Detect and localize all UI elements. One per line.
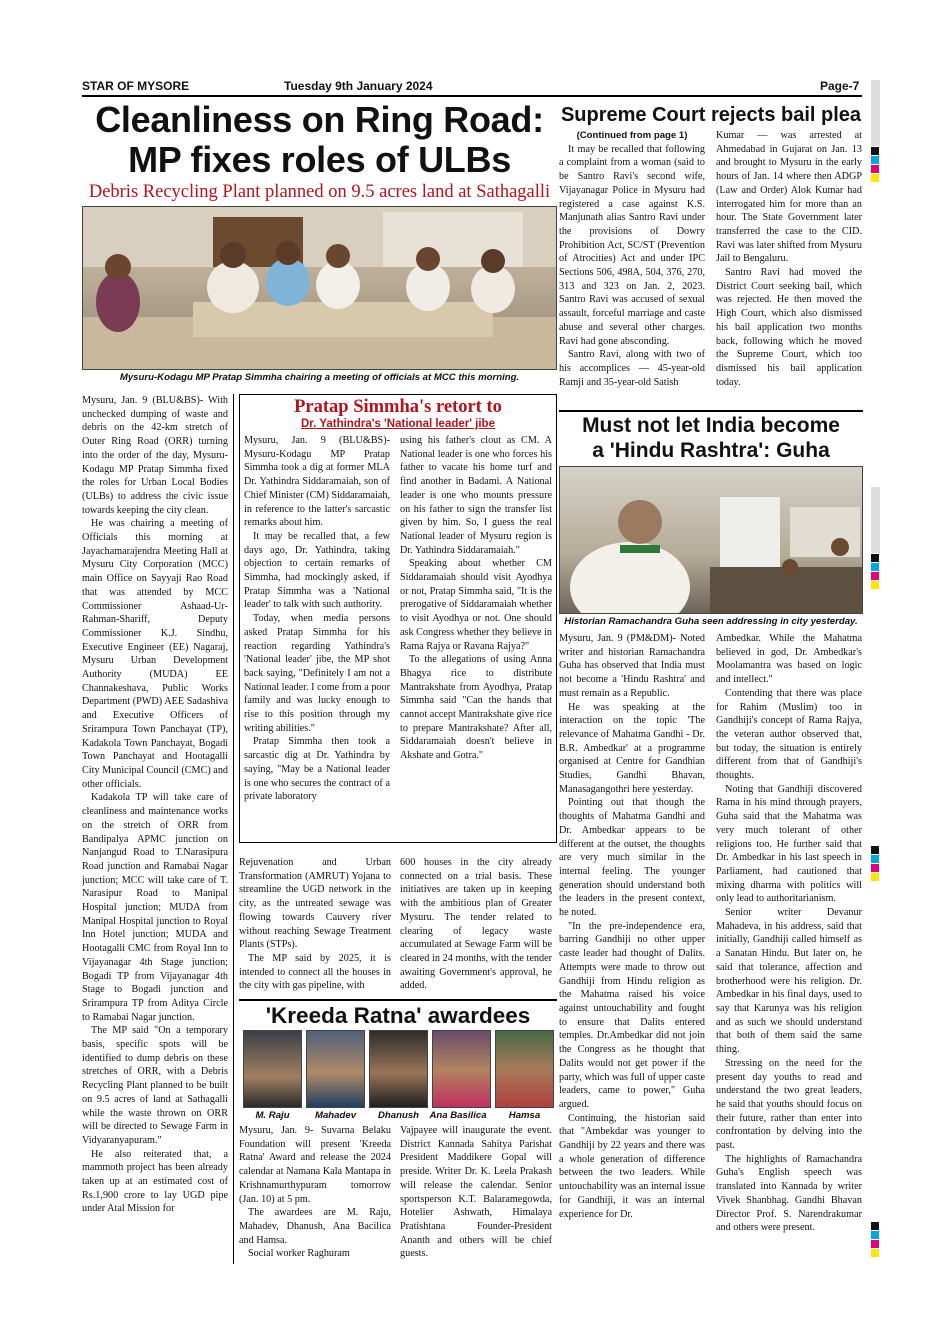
paragraph: Speaking about whether CM Siddaramaiah should visit Ayodhya or not, Pratap Simmha said, "It is the prerogative of Siddaramaiah whether to visit Ayodhya or not. One should ask Congress whether they believe in Rama Rajya or Ravana Rajya?" [400,558,552,652]
paragraph: Kumar — was arrested at Ahmedabad in Gujarat on Jan. 13 and brought to Mysuru in the early hours of Jan. 14 where then ADGP (Law and Order) Alok Kumar had interrogated him for more than an hour. The State Government later transferred the case to the CID. Ravi was later shifted from Mysuru Jail to Bengaluru. [716,130,862,265]
kreeda-column-2 [400,1124,552,1264]
registration-yellow [871,174,879,182]
paragraph: Pointing out that though the thoughts of Mahatma Gandhi and Dr. Ambedkar appears to be different at the outset, the thoughts are very much similar in the internal feeling. The younger generation should understand both the leaders in the present context, he noted. [559,797,705,919]
paragraph: Pratap Simmha then took a sarcastic dig at Dr. Yathindra by saying, "May be a National leader is one who secures the contract of a private laboratory [244,736,390,803]
retort-subtitle: Dr. Yathindra's 'National leader' jibe [301,418,495,430]
paragraph: Contending that there was place for Rahim (Muslim) too in Gandhiji's concept of Rama Rajya, the veteran author observed that, but today, the situation is entirely different from that of Gandhiji's thoughts. [716,687,862,782]
registration-magenta [871,864,879,872]
guha-column-1 [559,632,705,1266]
registration-strip [871,80,880,146]
registration-magenta [871,1240,879,1248]
paragraph: Mysuru, Jan. 9- Suvarna Belaku Foundation will present 'Kreeda Ratna' Award and release the 2024 calendar at Namana Kala Mantapa in Krishnamurthypuram tomorrow (Jan. 10) at 5 pm. [239,1125,391,1205]
supreme-column-2 [716,129,862,409]
awardee-photo [243,1030,302,1108]
supreme-column-1 [559,129,705,409]
awardee-name: Ana Basilica [429,1110,487,1121]
registration-cyan [871,1231,879,1239]
registration-black [871,1222,879,1230]
paragraph: Senior writer Devanur Mahadeva, in his address, said that initially, Gandhiji called himself as a Sanatan Hindu. But later on, he said that tolerance, affection and brotherhood were his religion. Dr. Ambedkar in his final days, used to say that Karunya was his religion and as such we should understand that both of them said the same thing. [716,907,862,1056]
lead-column-1 [82,394,228,1269]
paragraph: Social worker Raghuram [248,1248,350,1260]
paragraph: Continuing, the historian said that "Ambekdar was younger to Gandhiji by 22 years and there was a whole generation of difference between the two leaders. While untouchability was an internal issue for Gandhiji, it was an internal experience for Dr. [559,1112,705,1220]
guha-headline-line1: Must not let India become [582,414,840,437]
paragraph: He was speaking at the interaction on the topic 'The relevance of Mahatma Gandhi - Dr. B.R. Ambedkar' at a programme organised at Centre for Gandhian Studies, Gandhi Bhavan, Manasagangothri here yesterday. [559,701,705,795]
registration-magenta [871,165,879,173]
paragraph: He also reiterated that, a mammoth project has been already taken up at an estimated cost of Rs.1,900 crore to lay UGD pipe under Atal Mission for [82,1148,228,1215]
lead-subhead: Debris Recycling Plant planned on 9.5 acres land at Sathagalli [88,182,551,202]
registration-yellow [871,1249,879,1257]
guha-column-2 [716,632,862,1266]
masthead-rule [82,95,862,97]
lead-continuation-b [400,856,552,996]
awardee-photo [432,1030,491,1108]
awardee-name: Hamsa [508,1110,541,1121]
paragraph: The MP said "On a temporary basis, specific spots will be identified to dump debris on these stretches of ORR, with a Debris Recycling Plant planned to be built on 9.5 acres of land at Sathagalli while the waste thrown on ORR will be directed to Sewage Farm in Vidyaranyapuram." [82,1025,228,1146]
lead-photo-caption: Mysuru-Kodagu MP Pratap Simmha chairing a meeting of officials at MCC this morning. [119,372,520,383]
awardee-photo [369,1030,428,1108]
paragraph: "In the pre-independence era, barring Gandhiji no other upper caste leader had thought of Dalits. Attempts were made to throw out Gandhiji from Hindu religion as the Mahatma raised his voice against untouchability and fought to ensure that Dalits entered temples. Dr.Ambedkar did not join the Congress as he thought that Dalits would not get power if the party, which was full of upper caste leaders, came to power," Guha argued. [559,920,705,1110]
kreeda-top-rule [239,999,557,1001]
lead-headline [82,100,557,180]
paragraph: Today, when media persons asked Pratap Simmha for his reaction regarding Yathindra's 'National leader' jibe, the MP shot back saying, "Definitely I am not a National leader. I come from a poor family and was lucky enough to rise to this position through my writing abilities." [244,613,390,734]
meeting-photo-illustration [83,207,557,370]
masthead-paper: STAR OF MYSORE [82,79,190,93]
paragraph: Kadakola TP will take care of cleanliness and maintenance works on the stretch of ORR from Bandipalya APMC junction on Nanjangud Road to T.Narasipura Road junction and Ramabai Nagar junction; MCC will take care of T. Narasipur Road to Manipal Hospital junction; MUDA from Manipal Hospital junction to Royal Inn Hotel junction; MUDA and Hootagalli CMC from Royal Inn to Vijayanagar 4th Stage junction; Bogadi TP from Vijayanagar 4th Stage to Bogadi junction and Srirampura TP from Aditya Circle to Ramabai Nagar junction. [82,792,228,1023]
paragraph: It may be recalled that following a complaint from a woman (said to be Santro Ravi's second wife, Vijayanagar Police in Mysuru had registered a case against K.S. Manjunath alias Santro Ravi under the provisions of Dowry Prohibition Act, SC/ST (Prevention of Atrocities) Act and under IPC Sections 506, 498A, 504, 376, 270, 313 and 323 on Jan. 2, 2023. Santro Ravi was accused of sexual assault, forceful marriage and caste abuse and several other charges. Ravi had gone absconding. [559,143,705,347]
registration-black [871,147,879,155]
awardee-name: Dhanush [377,1110,420,1121]
masthead-date: Tuesday 9th January 2024 [284,79,433,93]
awardee-name: M. Raju [255,1110,290,1121]
paragraph: He was chairing a meeting of Officials this morning at Jayachamarajendra Meeting Hall at Mysuru City Corporation (MCC) main Office on Sayyaji Rao Road that was attended by MCC Commissioner Ashaad-Ur-Rahman-Shariff, Deputy Commissioner K.J. Sindhu, Executive Engineer (EE) Nagaraj, Mysuru Urban Development Authority (MUDA) EE Channakeshava, Public Works Department (PWD) AEE Sadashiva and Executive Officers of Srirampura Town Panchayat (TP), Kadakola Town Panchayat, Bogadi Town Panchayat and Hootagalli City Municipal Council (CMC) and other officials. [82,518,228,790]
awardee-name: Mahadev [314,1110,357,1121]
lead-photo [82,206,557,370]
guha-photo-caption: Historian Ramachandra Guha seen addressing in city yesterday. [564,616,858,627]
paragraph: using his father's clout as CM. A National leader is one who forces his father to vacate his home turf and find another in Badami. A National leader is one who mounts pressure on his father to sign the transfer list given by him. So, I guess the real National leader of Mysuru region is Dr. Yathindra Siddaramaiah." [400,435,552,556]
lead-headline-line2: MP fixes roles of ULBs [128,139,511,180]
paragraph: Santro Ravi, along with two of his accomplices — 45-year-old Ramji and 35-year-old Satish [559,349,705,388]
guha-top-rule [559,410,863,412]
paragraph: Mysuru, Jan. 9 (BLU&BS)- With unchecked dumping of waste and debris on the 42-km stretch of Outer Ring Road (ORR) turning into the order of the day, Mysuru-Kodagu MP Pratap Simmha fixed the roles for Urban Local Bodies (ULBs) to address the civic issue towards keeping the city clean. [82,395,228,516]
paragraph: To the allegations of using Anna Bhagya rice to distribute Mantrakshate from Ayodhya, Pratap Simmha said "Can the hands that cannot accept Mantrakshate give rice to prepare Mantrakshate? After all, Siddaramaiah doesn't believe in Akshate and Gotra." [400,654,552,762]
registration-strip [871,487,880,553]
paragraph: The awardees are M. Raju, Mahadev, Dhanush, Ana Bacilica and Hamsa. [239,1207,391,1246]
retort-column-1 [244,434,390,840]
registration-magenta [871,572,879,580]
awardee-photo [306,1030,365,1108]
guha-headline [559,413,863,463]
paragraph: Ambedkar. While the Mahatma believed in god, Dr. Ambedkar's Moolamantra was based on logic and intellect." [716,633,862,686]
retort-title: Pratap Simmha's retort to [294,397,502,417]
paragraph: Mysuru, Jan. 9 (PM&DM)- Noted writer and historian Ramachandra Guha has observed that India must not become a 'Hindu Rashtra' and must remain as a Republic. [559,633,705,699]
masthead-page: Page-7 [820,79,860,93]
lead-headline-line1: Cleanliness on Ring Road: [95,99,544,140]
paragraph: Santro Ravi had moved the District Court seeking bail, which was rejected. He then moved the High Court, which also dismissed his bail application two months back, following which he moved the Supreme Court, which too dismissed his bail application today. [716,267,862,388]
registration-black [871,554,879,562]
registration-cyan [871,855,879,863]
lead-continuation-a [239,856,391,996]
paragraph: Noting that Gandhiji discovered Rama in his mind through prayers, Guha said that the Mahatma was very much tolerant of other religions too. He further said that Dr. Ambedkar in his last speech in Parliament, had cautioned that mixing dharma with politics will only lead to authoritarianism. [716,783,862,905]
guha-headline-line2: a 'Hindu Rashtra': Guha [592,439,830,462]
registration-black [871,846,879,854]
registration-yellow [871,581,879,589]
registration-cyan [871,156,879,164]
retort-column-2 [400,434,552,840]
paragraph: The MP said by 2025, it is intended to connect all the houses in the city with gas pipeline, with [239,952,391,992]
paragraph: Vajpayee will inaugurate the event. District Kannada Sahitya Parishat President Maddikere Gopal will preside. Writer Dr. K. Leela Prakash will release the calendar. Senior sportsperson K.T. Balaramegowda, Hotelier Ashwath, Himalaya Pratishtana Founder-President Ananth and others will be chief guests. [400,1125,552,1260]
kreeda-column-1 [239,1124,391,1264]
registration-yellow [871,873,879,881]
awardee-photo [495,1030,554,1108]
paragraph: Mysuru, Jan. 9 (BLU&BS)- Mysuru-Kodagu MP Pratap Simmha took a dig at former MLA Dr. Yathindra Siddaramaiah, son of Chief Minister (CM) Siddaramaiah, in reference to the latter's sarcastic remarks about him. [244,435,390,529]
continued-note: (Continued from page 1) [576,130,688,141]
registration-cyan [871,563,879,571]
kreeda-photos [243,1030,555,1108]
supreme-title: Supreme Court rejects bail plea [560,104,862,126]
paragraph: It may be recalled that, a few days ago, Dr. Yathindra, taking objection to certain remarks of Simmha, had mockingly asked, if Pratap Simmha was a 'National leader' to talk with such authority. [244,530,390,611]
paragraph: Stressing on the need for the present day youths to read and understand the two great leaders, he said that youths should focus on their future, rather than enter into confrontation by delving into the past. [716,1057,862,1152]
paragraph: 600 houses in the city already connected on a trial basis. These initiatives are taken up in keeping with the ambitious plan of Greater Mysuru. The tender related to clearing of legacy waste accumulated at Sewage Farm will be cleared in 24 months, with the tender awaiting Government's approval, he added. [400,857,552,992]
paragraph: Rejuvenation and Urban Transformation (AMRUT) Yojana to streamline the UGD network in the city, as the untreated sewage was flowing towards Cauvery river without reaching Sewage Treatment Plants (STPs). [239,857,391,951]
column-divider [233,394,234,1264]
kreeda-title: 'Kreeda Ratna' awardees [265,1003,531,1028]
guha-photo-illustration [560,467,863,614]
guha-photo [559,466,863,614]
paragraph: The highlights of Ramachandra Guha's English speech was translated into Kannada by writer Vivek Shanbhag. Gandhi Bhavan Director Prof. S. Narendrakumar and others were present. [716,1153,862,1234]
